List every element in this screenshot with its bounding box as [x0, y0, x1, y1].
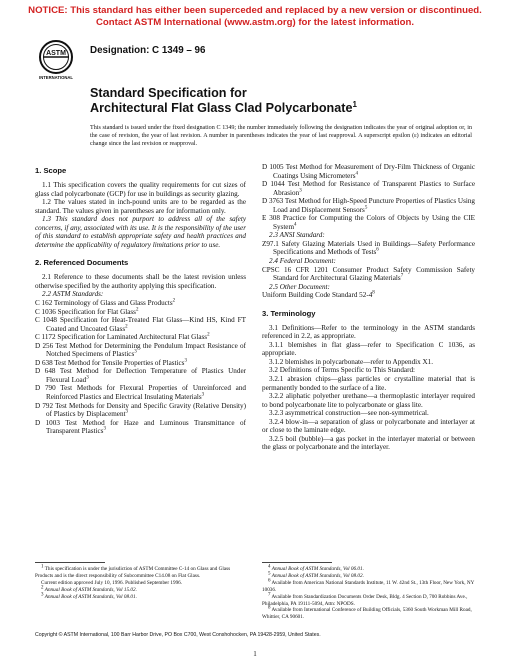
document-title	[90, 86, 357, 116]
other-reference: Uniform Building Code Standard $52-4^8$	[262, 290, 375, 300]
svg-text:INTERNATIONAL: INTERNATIONAL	[39, 75, 73, 80]
section-heading-terminology: 3. Terminology	[262, 308, 316, 318]
paragraph-3-2-3: 3.2.3 asymmetrical construction—see non-symmetrical.	[269, 409, 429, 418]
left-column	[35, 163, 246, 436]
footnote-6: $^6$ Available from American National Standards Institute, 11 W. 42nd St., 13th Floor, New York, NY 10036.	[262, 578, 475, 593]
paragraph-3-2-2: 3.2.2 aliphatic polyether urethane—a thermoplastic interlayer required to bond polycarbonate lite to polycarbonate or glass lite.	[262, 392, 475, 409]
footnote-4: $^4$ Annual Book of ASTM Standards, Vol 06.01.	[268, 564, 364, 572]
paragraph-2-2: 2.2 ASTM Standards:	[42, 290, 104, 299]
svg-text:ASTM: ASTM	[46, 50, 66, 57]
paragraph-3-2-1: 3.2.1 abrasion chips—glass particles or crystalline material that is permanently bonded to the surface of a lite.	[262, 375, 475, 392]
reference-item: C 162 Terminology of Glass and Glass Products$^2$	[35, 298, 176, 308]
reference-item: C 1036 Specification for Flat Glass$^2$	[35, 307, 139, 316]
reference-item: D 638 Test Method for Tensile Properties of Plastics$^3$	[35, 358, 187, 367]
designation: Designation: C 1349 – 96	[90, 45, 206, 56]
reference-item: D 1003 Test Method for Haze and Luminous Transmittance of Transparent Plastics$^3$	[35, 418, 246, 436]
footnote-3: $^3$ Annual Book of ASTM Standards, Vol 08.01.	[41, 591, 137, 600]
footnotes-right	[262, 566, 475, 621]
reference-item: C 1172 Specification for Laminated Architectural Flat Glass$^2$	[35, 332, 210, 342]
intro-note: This standard is issued under the fixed designation C 1349; the number immediately following the designation indicates the year of original adoption or, in the case of revision, the year of last revision. A number in parentheses indicates the year of last reapproval. A superscript epsilon (ε) indicates an editorial change since the last revision or reapproval.	[90, 125, 472, 147]
reference-item: D 256 Test Method for Determining the Pendulum Impact Resistance of Notched Specimens of Plastics$^3$	[35, 341, 246, 359]
reference-item: D 648 Test Method for Deflection Temperature of Plastics Under Flexural Load$^3$	[35, 367, 246, 384]
notice-line-2: Contact ASTM International (www.astm.org) for the latest information.	[95, 16, 415, 28]
paragraph-2-3: 2.3 ANSI Standard:	[269, 231, 325, 240]
paragraph-2-1: 2.1 Reference to these documents shall be the latest revision unless otherwise specified by the authority applying this specification.	[35, 273, 246, 290]
footnotes-left	[35, 566, 246, 601]
reference-item: C 1048 Specification for Heat-Treated Flat Glass—Kind HS, Kind FT Coated and Uncoated Glass$^2$	[35, 316, 246, 333]
reference-item: E 308 Practice for Computing the Colors of Objects by Using the CIE System$^4$	[262, 214, 475, 231]
supersede-notice	[0, 5, 510, 28]
paragraph-2-4: 2.4 Federal Document:	[269, 257, 336, 266]
paragraph-2-5: 2.5 Other Document:	[269, 282, 330, 291]
paragraph-3-2-5: 3.2.5 boil (bubble)—a gas pocket in the interlayer material or between the glass or polycarbonate and the interlayer.	[262, 434, 475, 452]
astm-reference-list-continued	[262, 163, 475, 231]
paragraph-3-2-4: 3.2.4 blow-in—a separation of glass or polycarbonate and interlayer at or close to the laminate edge.	[262, 417, 475, 435]
footnote-7: $^7$ Available from Standardization Documents Order Desk, Bldg. 4 Section D, 700 Robbins Ave., Philadelphia, PA 19111-5094, Attn: NPODS.	[262, 591, 468, 607]
astm-reference-list	[35, 299, 246, 436]
federal-reference: CPSC 16 CFR 1201 Consumer Product Safety Commission Safety Standard for Architectural Glazing Materials$^7$	[262, 265, 475, 283]
reference-item: D 792 Test Methods for Density and Specific Gravity (Relative Density) of Plastics by Displacement$^3$	[35, 401, 246, 419]
footnote-2: $^2$ Annual Book of ASTM Standards, Vol 15.02.	[41, 584, 137, 593]
paragraph-1-1: 1.1 This specification covers the quality requirements for cut sizes of glass clad polycarbonate (GCP) for use in buildings as security glazing.	[35, 181, 246, 198]
footnote-current-edition: Current edition approved July 10, 1996. Published September 1996.	[41, 579, 183, 586]
reference-item: D 790 Test Methods for Flexural Properties of Unreinforced and Reinforced Plastics and Electrical Insulating Materials$^3$	[35, 384, 246, 402]
footnote-rule-left	[35, 562, 105, 563]
astm-logo-icon	[36, 38, 76, 82]
reference-item: D 3763 Test Method for High-Speed Puncture Properties of Plastics Using Load and Displacement Sensors$^5$	[262, 197, 475, 214]
astm-logo	[36, 38, 76, 82]
right-column	[262, 163, 475, 452]
reference-item: D 1044 Test Method for Resistance of Transparent Plastics to Surface Abrasion$^3$	[262, 180, 475, 197]
title-line-1: Standard Specification for	[90, 86, 247, 100]
ansi-reference: Z97.1 Safety Glazing Materials Used in Buildings—Safety Performance Specifications and Methods of Tests$^6$	[262, 239, 475, 257]
section-heading-scope: 1. Scope	[35, 166, 67, 175]
reference-item: D 1005 Test Method for Measurement of Dry-Film Thickness of Organic Coatings Using Micrometers$^4$	[262, 163, 475, 180]
section-heading-referenced-documents: 2. Referenced Documents	[35, 258, 129, 268]
paragraph-3-1: 3.1 Definitions—Refer to the terminology in the ASTM standards referenced in 2.2, as appropriate.	[262, 323, 475, 341]
paragraph-1-3: 1.3 This standard does not purport to address all of the safety concerns, if any, associated with its use. It is the responsibility of the user of this standard to establish appropriate safety and health practices and determine the applicability of regulatory limitations prior to use.	[35, 215, 246, 249]
footnote-rule-right	[262, 562, 332, 563]
page-number: 1	[253, 650, 257, 658]
notice-line-1: NOTICE: This standard has either been superceded and replaced by a new version or discontinued.	[28, 5, 482, 16]
paragraph-3-2: 3.2 Definitions of Terms Specific to This Standard:	[269, 366, 415, 375]
footnote-1: $^1$ This specification is under the jurisdiction of ASTM Committee C-14 on Glass and Glass Products and is the direct responsibility of Subcommittee C14.08 on Flat Glass.	[35, 564, 231, 579]
paragraph-3-1-2: 3.1.2 blemishes in polycarbonate—refer to Appendix X1.	[269, 357, 433, 366]
paragraph-1-2: 1.2 The values stated in inch-pound units are to be regarded as the standard. The values given in parentheses are for information only.	[35, 198, 246, 215]
copyright-line: Copyright © ASTM International, 100 Barr Harbor Drive, PO Box C700, West Conshohocken, PA 19428-2959, United States.	[35, 632, 321, 638]
footnote-5: $^5$ Annual Book of ASTM Standards, Vol 08.02.	[268, 571, 364, 579]
title-line-2: Architectural Flat Glass Clad Polycarbonate$^1$	[90, 99, 357, 115]
paragraph-3-1-1: 3.1.1 blemishes in flat glass—refer to Specification C 1036, as appropriate.	[262, 340, 475, 358]
footnote-8: $^8$ Available from International Conference of Building Officials, 5360 South Workman Mill Road, Whittier, CA 90601.	[262, 605, 472, 621]
